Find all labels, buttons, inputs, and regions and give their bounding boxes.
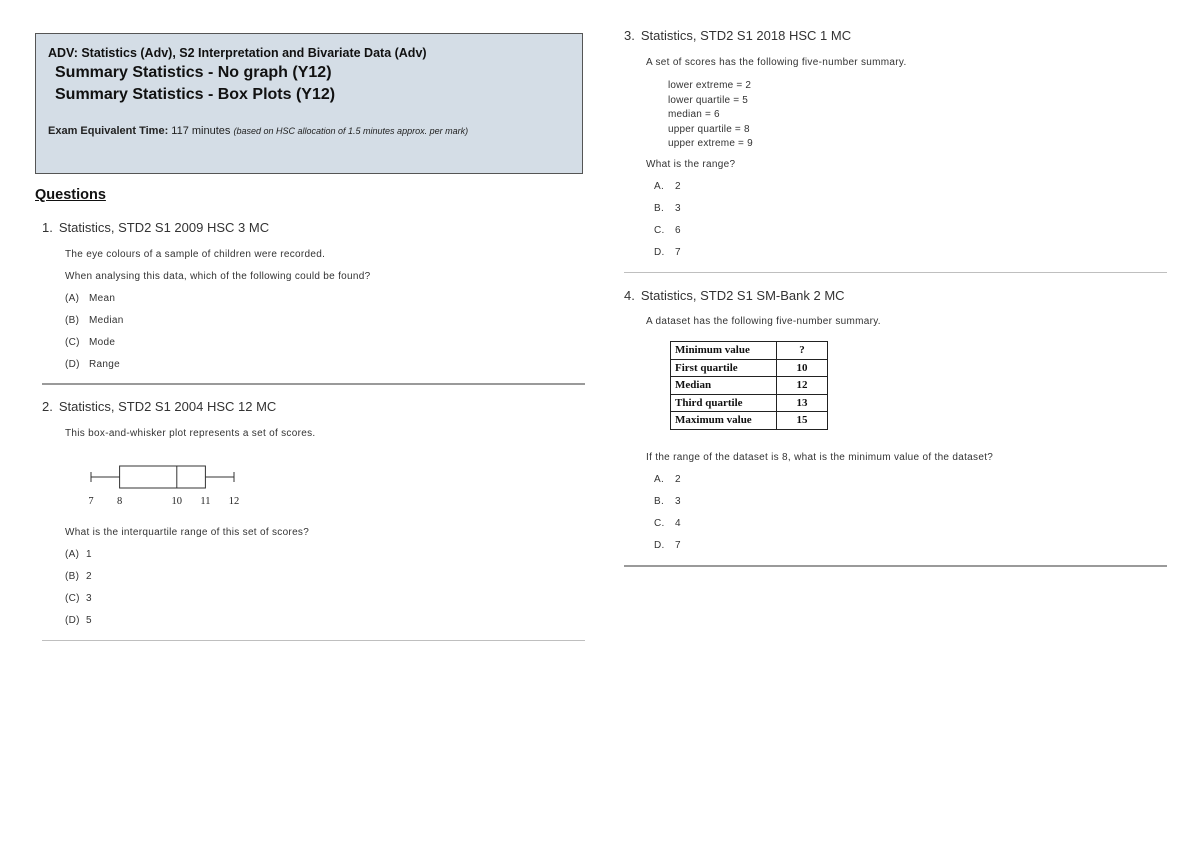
summary-line: lower quartile = 5 [668, 94, 749, 106]
question-2-title [42, 399, 276, 414]
q3-option-d: D. 7 [654, 247, 681, 258]
q3-option-a: A. 2 [654, 181, 681, 192]
question-3-text: A set of scores has the following five-number summary. [646, 57, 907, 68]
question-divider [42, 640, 585, 641]
topic-title-2: Summary Statistics - Box Plots (Y12) [55, 86, 336, 103]
question-source: Statistics, STD2 S1 SM-Bank 2 MC [640, 288, 845, 303]
q4-option-c: C. 4 [654, 518, 681, 529]
question-3-prompt: What is the range? [646, 159, 736, 170]
table-row: First quartile 10 [671, 359, 828, 377]
question-number: 1. [42, 220, 53, 235]
table-row: Maximum value 15 [671, 412, 828, 430]
question-divider [624, 272, 1167, 273]
tick-label: 11 [200, 496, 211, 507]
q2-option-b: (B) 2 [65, 571, 92, 582]
course-title: ADV: Statistics (Adv), S2 Interpretation and Bivariate Data (Adv) [48, 46, 427, 60]
box-and-whisker-plot [85, 460, 255, 515]
summary-line: median = 6 [668, 109, 720, 121]
tick-label: 12 [228, 496, 240, 507]
q2-option-c: (C) 3 [65, 593, 92, 604]
topic-title-1: Summary Statistics - No graph (Y12) [55, 64, 332, 81]
q3-option-b: B. 3 [654, 203, 681, 214]
question-4-title [624, 288, 845, 303]
question-source: Statistics, STD2 S1 2009 HSC 3 MC [58, 220, 270, 235]
exam-time [48, 125, 468, 137]
question-source: Statistics, STD2 S1 2004 HSC 12 MC [58, 399, 277, 414]
question-number: 4. [624, 288, 635, 303]
five-number-summary [668, 79, 753, 152]
exam-time-value: 117 minutes [171, 125, 231, 137]
question-divider [42, 383, 585, 385]
five-number-summary-table [670, 341, 828, 430]
exam-time-label: Exam Equivalent Time: [48, 125, 169, 137]
q4-option-b: B. 3 [654, 496, 681, 507]
question-4-text: A dataset has the following five-number summary. [646, 316, 881, 327]
summary-line: upper quartile = 8 [668, 123, 750, 135]
q3-option-c: C. 6 [654, 225, 681, 236]
question-4-prompt: If the range of the dataset is 8, what is the minimum value of the dataset? [646, 452, 994, 463]
tick-label: 8 [116, 496, 123, 507]
question-divider [624, 565, 1167, 567]
questions-heading: Questions [35, 187, 106, 203]
question-1-title [42, 220, 269, 235]
question-1-text: The eye colours of a sample of children were recorded. [65, 249, 326, 260]
exam-time-note: (based on HSC allocation of 1.5 minutes approx. per mark) [233, 126, 469, 136]
question-2-text: This box-and-whisker plot represents a set of scores. [65, 428, 316, 439]
tick-label: 7 [88, 496, 94, 507]
q1-option-b: (B) Median [65, 315, 124, 326]
summary-line: upper extreme = 9 [668, 138, 753, 150]
table-row: Minimum value ? [671, 342, 828, 360]
question-2-prompt: What is the interquartile range of this set of scores? [65, 527, 310, 538]
tick-label: 10 [171, 496, 183, 507]
table-row: Median 12 [671, 377, 828, 395]
q2-option-a: (A) 1 [65, 549, 92, 560]
q2-option-d: (D) 5 [65, 615, 92, 626]
summary-line: lower extreme = 2 [668, 80, 752, 91]
question-number: 3. [624, 28, 635, 43]
question-1-prompt: When analysing this data, which of the following could be found? [65, 271, 371, 282]
table-row: Third quartile 13 [671, 394, 828, 412]
question-number: 2. [42, 399, 53, 414]
q1-option-a: (A) Mean [65, 293, 116, 304]
q1-option-c: (C) Mode [65, 337, 116, 348]
worksheet-header [35, 33, 583, 174]
question-source: Statistics, STD2 S1 2018 HSC 1 MC [640, 28, 852, 43]
q4-option-d: D. 7 [654, 540, 681, 551]
q4-option-a: A. 2 [654, 474, 681, 485]
question-3-title [624, 28, 851, 43]
q1-option-d: (D) Range [65, 359, 120, 370]
iqr-box [120, 466, 206, 488]
